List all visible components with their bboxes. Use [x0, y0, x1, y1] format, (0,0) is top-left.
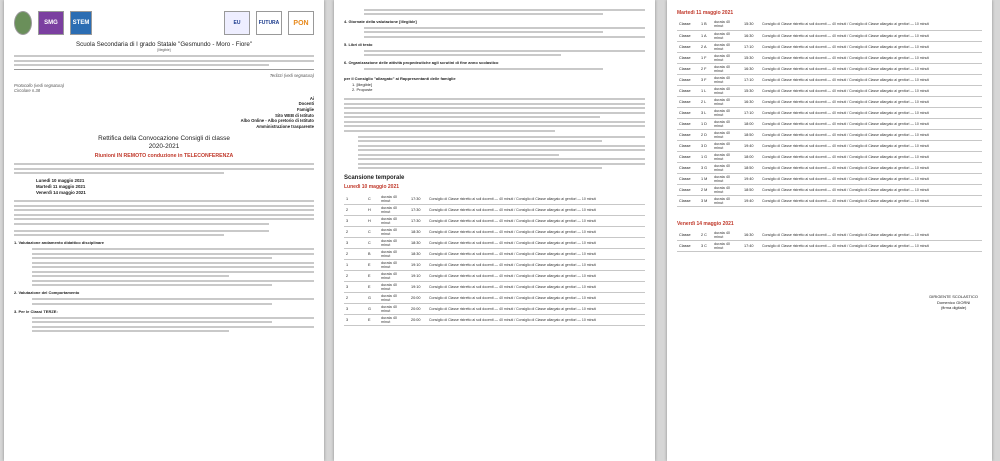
class-cell: Classe [677, 241, 699, 252]
time-cell: 15:30 [742, 85, 760, 96]
class-cell: Classe [677, 230, 699, 241]
body-paragraph [14, 200, 314, 225]
duration-cell: durata 40 minut [712, 63, 742, 74]
time-cell: 19:40 [742, 195, 760, 206]
duration-cell: durata 40 minut [379, 248, 409, 259]
recipients [14, 96, 314, 130]
time-cell: 19:10 [409, 270, 427, 281]
agenda-cell: Consiglio di Classe ristretto ai soli docenti — 40 minuti / Consiglio di Classe allargato ai genitori — 10 minuti [760, 184, 982, 195]
schedule-row [677, 173, 982, 184]
time-cell: 19:10 [409, 259, 427, 270]
schedule-row [677, 129, 982, 140]
time-cell: 16:30 [742, 63, 760, 74]
recipient: Docenti [298, 101, 314, 107]
duration-cell: durata 40 minut [712, 41, 742, 52]
section-cell: G [366, 303, 379, 314]
duration-cell: durata 40 minut [379, 314, 409, 325]
class-cell: Classe [677, 184, 699, 195]
document-page-1 [4, 0, 324, 461]
schedule-row [677, 63, 982, 74]
schedule-row [344, 314, 645, 325]
class-cell: Classe [677, 107, 699, 118]
schedule-row [344, 204, 645, 215]
agenda-paragraph [14, 230, 314, 237]
class-cell: 3 [344, 314, 366, 325]
school-logo: SMG [38, 11, 64, 35]
title-year: 2020-2021 [148, 143, 180, 151]
agenda-cell: Consiglio di Classe ristretto ai soli docenti — 40 minuti / Consiglio di Classe allargato ai genitori — 10 minuti [427, 248, 645, 259]
duration-cell: durata 40 minut [712, 173, 742, 184]
time-cell: 17:10 [742, 74, 760, 85]
agenda-cell: Consiglio di Classe ristretto ai soli docenti — 40 minuti / Consiglio di Classe allargato ai genitori — 10 minuti [760, 96, 982, 107]
agenda-item-6: 6. Organizzazione delle attività propedeutiche agli scrutini di fine anno scolastico [344, 60, 499, 66]
schedule-row [344, 237, 645, 248]
section-cell: 3 L [699, 107, 712, 118]
time-cell: 16:30 [742, 96, 760, 107]
duration-cell: durata 40 minut [379, 259, 409, 270]
duration-cell: durata 40 minut [379, 193, 409, 204]
section-cell: 1 G [699, 151, 712, 162]
families-item: 2. Proposte [352, 87, 373, 93]
time-cell: 18:50 [742, 129, 760, 140]
schedule-table-friday [677, 230, 982, 253]
agenda-cell: Consiglio di Classe ristretto ai soli docenti — 40 minuti / Consiglio di Classe allargato ai genitori — 10 minuti [427, 259, 645, 270]
class-cell: 3 [344, 281, 366, 292]
schedule-row [677, 241, 982, 252]
schedule-row [344, 226, 645, 237]
section-cell: B [366, 248, 379, 259]
class-cell: 2 [344, 248, 366, 259]
schedule-row [677, 195, 982, 206]
agenda-cell: Consiglio di Classe ristretto ai soli docenti — 40 minuti / Consiglio di Classe allargato ai genitori — 10 minuti [760, 151, 982, 162]
class-cell: Classe [677, 41, 699, 52]
section-cell: 2 D [699, 129, 712, 140]
schedule-row [677, 19, 982, 30]
section-cell: 2 F [699, 63, 712, 74]
schedule-row [677, 162, 982, 173]
schedule-row [677, 74, 982, 85]
agenda-cell: Consiglio di Classe ristretto ai soli docenti — 40 minuti / Consiglio di Classe allargato ai genitori — 10 minuti [760, 162, 982, 173]
section-cell: 1 B [699, 19, 712, 30]
agenda-section-3-text [32, 317, 314, 333]
class-cell: 2 [344, 270, 366, 281]
agenda-cell: Consiglio di Classe ristretto ai soli docenti — 40 minuti / Consiglio di Classe allargato ai genitori — 10 minuti [427, 204, 645, 215]
time-cell: 19:40 [742, 173, 760, 184]
duration-cell: durata 40 minut [712, 19, 742, 30]
section-cell: H [366, 204, 379, 215]
duration-cell: durata 40 minut [712, 140, 742, 151]
duration-cell: durata 40 minut [712, 162, 742, 173]
republic-emblem-icon [14, 11, 32, 35]
stem-logo: STEM [70, 11, 92, 35]
time-cell: 17:30 [409, 204, 427, 215]
agenda-cell: Consiglio di Classe ristretto ai soli docenti — 40 minuti / Consiglio di Classe allargato ai genitori — 10 minuti [760, 63, 982, 74]
schedule-row [677, 52, 982, 63]
duration-cell: durata 40 minut [712, 195, 742, 206]
signature-role: DIRIGENTE SCOLASTICO [929, 294, 978, 299]
section-cell: 1 A [699, 30, 712, 41]
schedule-row [344, 303, 645, 314]
protocol-right: Terlizzi (vedi segnatura) [269, 73, 314, 79]
section-cell: 3 D [699, 140, 712, 151]
schedule-heading: Scansione temporale [344, 175, 405, 182]
time-cell: 18:00 [742, 118, 760, 129]
class-cell: Classe [677, 151, 699, 162]
eu-logo: EU [224, 11, 250, 35]
time-cell: 18:30 [409, 226, 427, 237]
continued-text [364, 9, 645, 16]
class-cell: Classe [677, 19, 699, 30]
document-title [14, 135, 314, 151]
school-name: Scuola Secondaria di I grado Statale "Gesmundo - Moro - Fiore" [75, 41, 252, 48]
families-item: 1. [illegible] [352, 81, 373, 87]
schedule-row [677, 96, 982, 107]
section-cell: E [366, 270, 379, 281]
document-subtitle: Riunioni IN REMOTO conduzione in TELECONFERENZA [94, 153, 234, 160]
school-contacts-lines [14, 55, 314, 66]
meeting-date: Venerdì 14 maggio 2021 [36, 190, 86, 196]
class-cell: 1 [344, 259, 366, 270]
duration-cell: durata 40 minut [712, 129, 742, 140]
duration-cell: durata 40 minut [712, 74, 742, 85]
signature-block [929, 294, 978, 311]
section-cell: 1 L [699, 85, 712, 96]
time-cell: 18:00 [742, 151, 760, 162]
section-cell: 1 F [699, 52, 712, 63]
duration-cell: durata 40 minut [712, 241, 742, 252]
recipient: Amministrazione trasparente [256, 123, 314, 129]
duration-cell: durata 40 minut [379, 303, 409, 314]
class-cell: Classe [677, 129, 699, 140]
class-cell: Classe [677, 162, 699, 173]
section-cell: 3 C [699, 241, 712, 252]
agenda-cell: Consiglio di Classe ristretto ai soli docenti — 40 minuti / Consiglio di Classe allargato ai genitori — 10 minuti [760, 74, 982, 85]
time-cell: 15:30 [742, 19, 760, 30]
time-cell: 17:30 [409, 215, 427, 226]
meeting-dates [36, 178, 314, 196]
section-cell: 3 M [699, 195, 712, 206]
agenda-cell: Consiglio di Classe ristretto ai soli docenti — 40 minuti / Consiglio di Classe allargato ai genitori — 10 minuti [427, 314, 645, 325]
duration-cell: durata 40 minut [712, 230, 742, 241]
protocol-left: Protocollo (vedi segnatura) [14, 82, 65, 88]
time-cell: 20:00 [409, 292, 427, 303]
agenda-cell: Consiglio di Classe ristretto ai soli docenti — 40 minuti / Consiglio di Classe allargato ai genitori — 10 minuti [427, 215, 645, 226]
duration-cell: durata 40 minut [379, 204, 409, 215]
duration-cell: durata 40 minut [712, 107, 742, 118]
schedule-row [344, 270, 645, 281]
agenda-cell: Consiglio di Classe ristretto ai soli docenti — 40 minuti / Consiglio di Classe allargato ai genitori — 10 minuti [427, 237, 645, 248]
agenda-cell: Consiglio di Classe ristretto ai soli docenti — 40 minuti / Consiglio di Classe allargato ai genitori — 10 minuti [760, 30, 982, 41]
class-cell: Classe [677, 140, 699, 151]
section-cell: 2 L [699, 96, 712, 107]
duration-cell: durata 40 minut [712, 151, 742, 162]
agenda-section-2: 2. Valutazione del Comportamento [14, 290, 80, 296]
class-cell: Classe [677, 30, 699, 41]
duration-cell: durata 40 minut [379, 226, 409, 237]
schedule-row [344, 193, 645, 204]
meeting-date: Lunedì 10 maggio 2021 [36, 178, 85, 184]
families-heading: per il Consiglio "allargato" ai Rappresentanti delle famiglie [344, 76, 456, 82]
time-cell: 18:30 [409, 237, 427, 248]
document-page-3 [667, 0, 992, 461]
document-page-2 [334, 0, 655, 461]
schedule-row [677, 85, 982, 96]
agenda-section-1: 1. Valutazione andamento didattico disciplinare [14, 240, 105, 246]
agenda-cell: Consiglio di Classe ristretto ai soli docenti — 40 minuti / Consiglio di Classe allargato ai genitori — 10 minuti [760, 19, 982, 30]
class-cell: Classe [677, 85, 699, 96]
agenda-cell: Consiglio di Classe ristretto ai soli docenti — 40 minuti / Consiglio di Classe allargato ai genitori — 10 minuti [760, 241, 982, 252]
section-cell: G [366, 292, 379, 303]
class-cell: Classe [677, 63, 699, 74]
agenda-item-4-text [364, 27, 645, 38]
agenda-cell: Consiglio di Classe ristretto ai soli docenti — 40 minuti / Consiglio di Classe allargato ai genitori — 10 minuti [427, 193, 645, 204]
agenda-section-2-text [32, 298, 314, 305]
agenda-cell: Consiglio di Classe ristretto ai soli docenti — 40 minuti / Consiglio di Classe allargato ai genitori — 10 minuti [760, 173, 982, 184]
section-cell: 2 C [699, 230, 712, 241]
class-cell: 2 [344, 204, 366, 215]
schedule-row [677, 118, 982, 129]
duration-cell: durata 40 minut [712, 96, 742, 107]
agenda-cell: Consiglio di Classe ristretto ai soli docenti — 40 minuti / Consiglio di Classe allargato ai genitori — 10 minuti [760, 41, 982, 52]
schedule-row [344, 215, 645, 226]
time-cell: 18:50 [742, 184, 760, 195]
schedule-row [344, 292, 645, 303]
scuola-futura-logo: FUTURA [256, 11, 282, 35]
recipient: Albo Online - Albo pretorio di Istituto [240, 118, 314, 124]
day-heading-friday: Venerdì 14 maggio 2021 [677, 220, 734, 227]
pon-logo: PON [288, 11, 314, 35]
agenda-item-5: 5. Libri di testo [344, 41, 373, 47]
section-cell: E [366, 259, 379, 270]
agenda-cell: Consiglio di Classe ristretto ai soli docenti — 40 minuti / Consiglio di Classe allargato ai genitori — 10 minuti [427, 292, 645, 303]
class-cell: 3 [344, 215, 366, 226]
schedule-row [344, 248, 645, 259]
duration-cell: durata 40 minut [712, 52, 742, 63]
intro-paragraph [14, 163, 314, 174]
agenda-cell: Consiglio di Classe ristretto ai soli docenti — 40 minuti / Consiglio di Classe allargato ai genitori — 10 minuti [427, 270, 645, 281]
agenda-cell: Consiglio di Classe ristretto ai soli docenti — 40 minuti / Consiglio di Classe allargato ai genitori — 10 minuti [760, 85, 982, 96]
agenda-cell: Consiglio di Classe ristretto ai soli docenti — 40 minuti / Consiglio di Classe allargato ai genitori — 10 minuti [760, 129, 982, 140]
duration-cell: durata 40 minut [712, 118, 742, 129]
header-logos [14, 8, 314, 38]
time-cell: 19:40 [742, 140, 760, 151]
section-cell: 1 D [699, 118, 712, 129]
signature-name: Domenico GIORNI [936, 299, 971, 305]
recipient: Ai [309, 95, 314, 101]
time-cell: 18:30 [409, 248, 427, 259]
section-cell: E [366, 314, 379, 325]
duration-cell: durata 40 minut [379, 270, 409, 281]
schedule-row [677, 184, 982, 195]
time-cell: 17:40 [742, 241, 760, 252]
class-cell: Classe [677, 52, 699, 63]
agenda-cell: Consiglio di Classe ristretto ai soli docenti — 40 minuti / Consiglio di Classe allargato ai genitori — 10 minuti [760, 107, 982, 118]
agenda-cell: Consiglio di Classe ristretto ai soli docenti — 40 minuti / Consiglio di Classe allargato ai genitori — 10 minuti [427, 303, 645, 314]
agenda-cell: Consiglio di Classe ristretto ai soli docenti — 40 minuti / Consiglio di Classe allargato ai genitori — 10 minuti [427, 226, 645, 237]
section-cell: E [366, 281, 379, 292]
signature-note: (firma digitale) [940, 305, 967, 310]
duration-cell: durata 40 minut [379, 292, 409, 303]
time-cell: 20:00 [409, 303, 427, 314]
duration-cell: durata 40 minut [712, 30, 742, 41]
duration-cell: durata 40 minut [712, 184, 742, 195]
class-cell: Classe [677, 74, 699, 85]
time-cell: 17:10 [742, 41, 760, 52]
schedule-row [344, 281, 645, 292]
section-cell: H [366, 215, 379, 226]
agenda-cell: Consiglio di Classe ristretto ai soli docenti — 40 minuti / Consiglio di Classe allargato ai genitori — 10 minuti [427, 281, 645, 292]
procedure-bullets [358, 136, 645, 170]
class-cell: 3 [344, 303, 366, 314]
time-cell: 16:30 [742, 30, 760, 41]
duration-cell: durata 40 minut [379, 215, 409, 226]
section-cell: 2 M [699, 184, 712, 195]
day-heading-monday: Lunedì 10 maggio 2021 [344, 184, 400, 191]
time-cell: 18:50 [742, 162, 760, 173]
class-cell: Classe [677, 96, 699, 107]
agenda-cell: Consiglio di Classe ristretto ai soli docenti — 40 minuti / Consiglio di Classe allargato ai genitori — 10 minuti [760, 118, 982, 129]
class-cell: 2 [344, 292, 366, 303]
schedule-table-tuesday [677, 19, 982, 207]
section-cell: 3 G [699, 162, 712, 173]
agenda-section-1-text [32, 248, 314, 286]
agenda-cell: Consiglio di Classe ristretto ai soli docenti — 40 minuti / Consiglio di Classe allargato ai genitori — 10 minuti [760, 195, 982, 206]
circular-number: Circolare n.38 [14, 88, 41, 94]
duration-cell: durata 40 minut [712, 85, 742, 96]
time-cell: 17:30 [409, 193, 427, 204]
class-cell: 1 [344, 193, 366, 204]
class-cell: 2 [344, 226, 366, 237]
duration-cell: durata 40 minut [379, 237, 409, 248]
section-cell: 1 M [699, 173, 712, 184]
time-cell: 19:10 [409, 281, 427, 292]
section-cell: C [366, 237, 379, 248]
duration-cell: durata 40 minut [379, 281, 409, 292]
section-cell: 3 F [699, 74, 712, 85]
meeting-date: Martedì 11 maggio 2021 [36, 184, 86, 190]
day-heading-tuesday: Martedì 11 maggio 2021 [677, 10, 734, 16]
section-cell: C [366, 193, 379, 204]
recipient: Famiglie [297, 107, 314, 113]
recipient: Sito WEB di Istituto [275, 112, 314, 118]
class-cell: 3 [344, 237, 366, 248]
schedule-table-monday [344, 193, 645, 326]
schedule-row [677, 230, 982, 241]
schedule-row [677, 41, 982, 52]
agenda-cell: Consiglio di Classe ristretto ai soli docenti — 40 minuti / Consiglio di Classe allargato ai genitori — 10 minuti [760, 52, 982, 63]
schedule-row [344, 259, 645, 270]
schedule-row [677, 151, 982, 162]
schedule-row [677, 140, 982, 151]
time-cell: 20:00 [409, 314, 427, 325]
section-cell: 2 A [699, 41, 712, 52]
title-line: Rettifica della Convocazione Consigli di classe [98, 135, 230, 143]
section-cell: C [366, 226, 379, 237]
procedure-paragraph [344, 98, 645, 132]
agenda-item-5-text [364, 50, 645, 57]
class-cell: Classe [677, 195, 699, 206]
school-contacts: [illegible] [157, 48, 171, 52]
schedule-row [677, 30, 982, 41]
agenda-cell: Consiglio di Classe ristretto ai soli docenti — 40 minuti / Consiglio di Classe allargato ai genitori — 10 minuti [760, 140, 982, 151]
time-cell: 16:30 [742, 230, 760, 241]
agenda-cell: Consiglio di Classe ristretto ai soli docenti — 40 minuti / Consiglio di Classe allargato ai genitori — 10 minuti [760, 230, 982, 241]
schedule-row [677, 107, 982, 118]
agenda-item-4: 4. Giornate della valutazione [illegible] [344, 19, 417, 24]
class-cell: Classe [677, 118, 699, 129]
agenda-item-6-text [364, 68, 645, 70]
time-cell: 17:10 [742, 107, 760, 118]
agenda-section-3: 3. Per le Classi TERZE: [14, 308, 58, 314]
time-cell: 15:30 [742, 52, 760, 63]
class-cell: Classe [677, 173, 699, 184]
